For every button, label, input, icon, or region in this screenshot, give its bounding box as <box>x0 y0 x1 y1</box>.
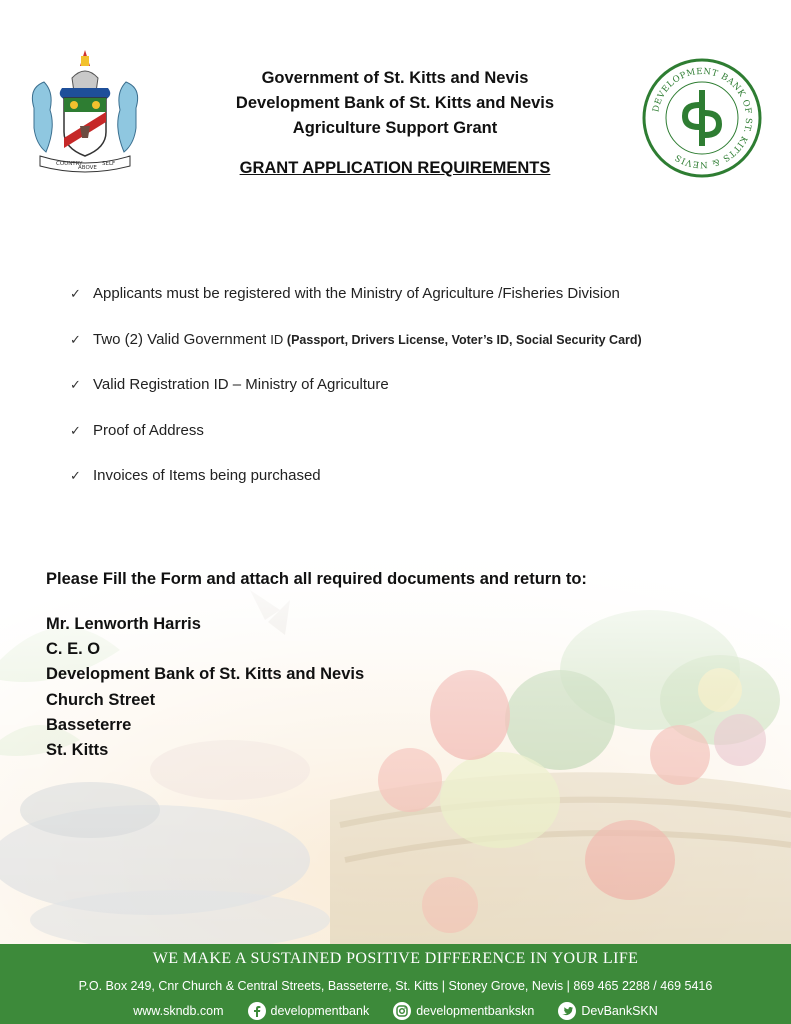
coat-of-arms-logo <box>26 48 144 174</box>
bank-logo-ring-text: DEVELOPMENT BANK OF ST. KITTS & NEVIS <box>651 66 754 170</box>
facebook-icon <box>248 1002 266 1020</box>
return-instructions: Please Fill the Form and attach all required documents and return to: <box>46 570 587 588</box>
requirement-text: Applicants must be registered with the Ministry of Agriculture /Fisheries Division <box>93 285 620 302</box>
check-icon: ✓ <box>70 331 81 347</box>
instagram-icon <box>393 1002 411 1020</box>
requirement-text-main: Two (2) Valid Government <box>93 330 271 348</box>
website-text: www.skndb.com <box>133 1004 224 1018</box>
requirement-text <box>93 330 642 350</box>
address-city: Basseterre <box>46 715 132 734</box>
address-island: St. Kitts <box>46 741 109 760</box>
footer-twitter[interactable] <box>558 1002 657 1020</box>
return-address <box>46 612 364 763</box>
footer-motto: WE MAKE A SUSTAINED POSITIVE DIFFERENCE IN YOUR LIFE <box>152 950 639 967</box>
twitter-icon <box>558 1002 576 1020</box>
footer-social-row <box>0 1002 791 1020</box>
facebook-handle: developmentbank <box>270 1004 370 1018</box>
footer-facebook[interactable] <box>248 1002 370 1020</box>
check-icon: ✓ <box>70 377 81 392</box>
twitter-handle: DevBankSKN <box>581 1004 658 1018</box>
instagram-handle: developmentbankskn <box>416 1004 535 1018</box>
requirement-text-id: ID <box>270 331 287 347</box>
requirement-government-id <box>70 330 770 376</box>
requirement-text: Proof of Address <box>93 421 204 439</box>
footer-website[interactable] <box>133 1004 223 1018</box>
check-icon: ✓ <box>70 422 81 438</box>
requirement-invoices <box>70 466 770 512</box>
address-title: C. E. O <box>46 640 101 659</box>
footer-bar <box>0 944 791 1024</box>
coat-motto-left: COUNTRY <box>56 161 83 167</box>
requirement-id-types: (Passport, Drivers License, Voter’s ID, Social Security Card) <box>286 332 642 347</box>
header-grant-name: Agriculture Support Grant <box>292 119 498 137</box>
requirement-proof-of-address <box>70 421 770 467</box>
requirement-registration-id <box>70 375 770 421</box>
header-titles <box>160 66 630 141</box>
check-icon: ✓ <box>70 286 81 301</box>
header-government: Government of St. Kitts and Nevis <box>261 69 529 87</box>
footer-instagram[interactable] <box>393 1002 534 1020</box>
address-organization: Development Bank of St. Kitts and Nevis <box>46 665 365 684</box>
check-icon: ✓ <box>70 468 81 483</box>
address-street: Church Street <box>46 690 156 709</box>
requirement-registration <box>70 284 770 330</box>
coat-motto-right: SELF <box>102 161 116 167</box>
address-name: Mr. Lenworth Harris <box>46 615 201 633</box>
development-bank-logo <box>640 56 764 180</box>
requirement-text: Valid Registration ID – Ministry of Agriculture <box>93 376 389 393</box>
header-bank-name: Development Bank of St. Kitts and Nevis <box>235 94 555 112</box>
requirement-text: Invoices of Items being purchased <box>93 467 321 484</box>
footer-contact: P.O. Box 249, Cnr Church & Central Streets, Basseterre, St. Kitts | Stoney Grove, Nevis | 869 465 2288 / 469 5416 <box>78 979 713 993</box>
coat-motto-center: ABOVE <box>78 165 97 171</box>
requirements-list <box>70 284 770 512</box>
requirements-title: GRANT APPLICATION REQUIREMENTS <box>239 159 551 177</box>
